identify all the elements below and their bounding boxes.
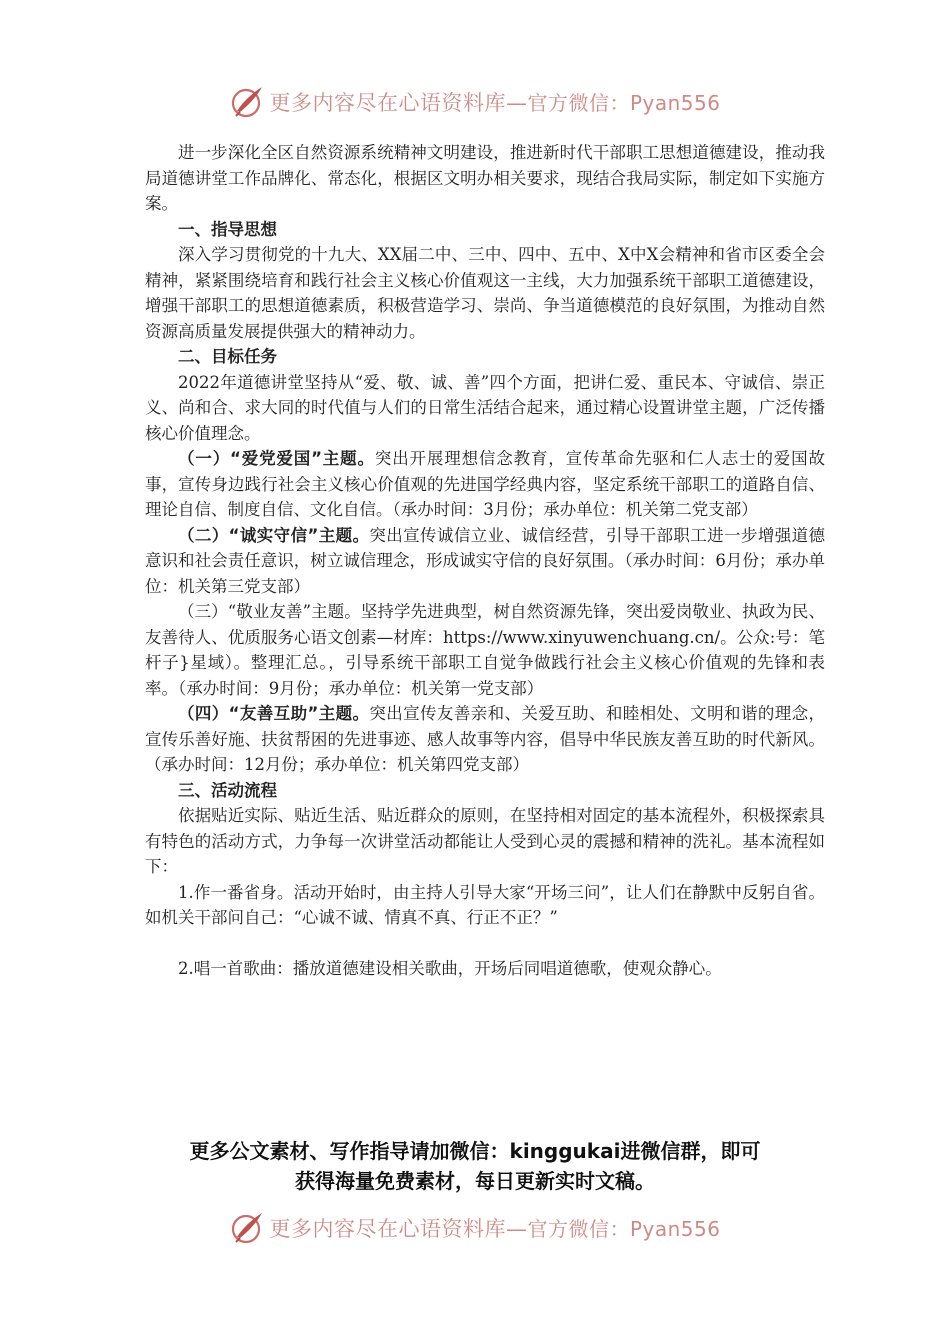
banner-text: 更多内容尽在心语资料库—官方微信：Pyan556 — [269, 1217, 721, 1241]
theme-item-2 — [145, 523, 825, 600]
footer-banner — [0, 1206, 950, 1250]
theme-item-1 — [145, 446, 825, 523]
activity-process-paragraph: 依据贴近实际、贴近生活、贴近群众的原则，在坚持相对固定的基本流程外，积极探索具有特色的活动方式，力争每一次讲堂活动都能让人受到心灵的震撼和精神的洗礼。基本流程如下： — [145, 806, 825, 876]
header-banner — [0, 80, 950, 124]
intro-paragraph: 进一步深化全区自然资源系统精神文明建设，推进新时代干部职工思想道德建设，推动我局道德讲堂工作品牌化、常态化，根据区文明办相关要求，现结合我局实际，制定如下实施方案。 — [145, 143, 825, 213]
theme-item-3: （三）“敬业友善”主题。坚持学先进典型，树自然资源先锋，突出爱岗敬业、执政为民、友善待人、优质服务心语文创素—材库：https://www.xinyuwenchuang.cn/。公众:号：笔杆子}星域）。整理汇总。，引导系统干部职工自觉争做践行社会主义核心价值观的先锋和表率。（承办时间：9月份；承办单位：机关第一党支部） — [145, 602, 825, 698]
theme-item-1-title: （一）“爱党爱国”主题。 — [178, 449, 375, 468]
banner-text: 更多内容尽在心语资料库—官方微信：Pyan556 — [269, 91, 721, 115]
promo-line-1: 更多公文素材、写作指导请加微信：kinggukai进微信群，即可 — [189, 1139, 761, 1163]
guiding-ideology-paragraph: 深入学习贯彻党的十九大、XX届二中、三中、四中、五中、X中X会精神和省市区委全会精神，紧紧围绕培育和践行社会主义核心价值观这一主线，大力加强系统干部职工道德建设，增强干部职工的思想道德素质，积极营造学习、崇尚、争当道德模范的良好氛围，为推动自然资源高质量发展提供强大的精神动力。 — [145, 245, 825, 341]
promo-notice — [0, 1136, 950, 1196]
theme-item-4-title: （四）“友善互助”主题。 — [178, 704, 370, 723]
quill-logo-icon — [229, 1210, 265, 1246]
quill-logo-icon — [229, 84, 265, 120]
section-heading-goals: 二、目标任务 — [178, 347, 277, 366]
theme-item-2-body: 突出宣传诚信立业、诚信经营，引导干部职工进一步增强道德意识和社会责任意识，树立诚信理念，形成诚实守信的良好氛围。（承办时间：6月份；承办单位：机关第三党支部） — [145, 525, 825, 596]
promo-line-2: 获得海量免费素材，每日更新实时文稿。 — [295, 1169, 655, 1193]
section-heading-guiding-ideology: 一、指导思想 — [178, 219, 277, 239]
section-heading-activity-process: 三、活动流程 — [178, 780, 277, 800]
theme-item-2-title: （二）“诚实守信”主题。 — [178, 525, 370, 545]
theme-item-1-body: 突出开展理想信念教育，宣传革命先驱和仁人志士的爱国故事，宣传身边践行社会主义核心价值观的先进国学经典内容，坚定系统干部职工的道路自信、理论自信、制度自信、文化自信。（承办时间：3月份；承办单位：机关第二党支部） — [145, 449, 825, 519]
theme-item-4-body: 突出宣传友善亲和、关爱互助、和睦相处、文明和谐的理念，宣传乐善好施、扶贫帮困的先进事迹、感人故事等内容，倡导中华民族友善互助的时代新风。（承办时间：12月份；承办单位：机关第四党支部） — [145, 704, 825, 774]
process-step-1: 1.作一番省身。活动开始时，由主持人引导大家“开场三问”，让人们在静默中反躬自省。如机关干部问自己：“心诚不诚、情真不真、行正不正？” — [145, 882, 825, 927]
process-step-2: 2.唱一首歌曲：播放道德建设相关歌曲，开场后同唱道德歌，使观众静心。 — [178, 958, 722, 978]
document-body — [145, 140, 825, 981]
goals-paragraph: 2022年道德讲堂坚持从“爱、敬、诚、善”四个方面，把讲仁爱、重民本、守诚信、崇正义、尚和合、求大同的时代值与人们的日常生活结合起来，通过精心设置讲堂主题，广泛传播核心价值理念。 — [145, 372, 825, 443]
theme-item-4 — [145, 701, 825, 778]
